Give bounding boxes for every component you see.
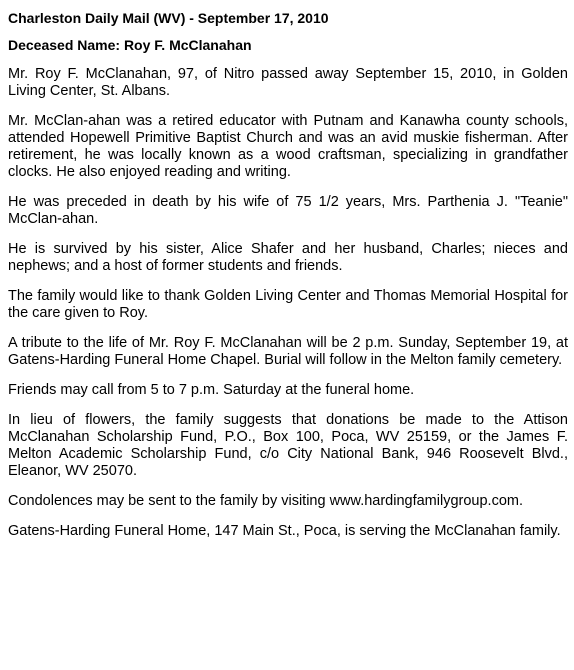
paragraph-tribute: A tribute to the life of Mr. Roy F. McClanahan will be 2 p.m. Sunday, September 19, at Gatens-Harding Funeral Home Chapel. Burial will follow in the Melton family cemetery. [8, 335, 568, 368]
paragraph-death-notice: Mr. Roy F. McClanahan, 97, of Nitro passed away September 15, 2010, in Golden Living Center, St. Albans. [8, 66, 568, 99]
paragraph-biography: Mr. McClan-ahan was a retired educator with Putnam and Kanawha county schools, attended Hopewell Primitive Baptist Church and was an avid muskie fisherman. After retirement, he was locally known as a wood craftsman, specializing in grandfather clocks. He also enjoyed reading and writing. [8, 113, 568, 180]
source-heading: Charleston Daily Mail (WV) - September 17, 2010 [8, 10, 329, 26]
paragraph-thanks: The family would like to thank Golden Living Center and Thomas Memorial Hospital for the care given to Roy. [8, 288, 568, 321]
paragraph-funeral-home: Gatens-Harding Funeral Home, 147 Main St., Poca, is serving the McClanahan family. [8, 523, 561, 539]
paragraph-preceded-in-death: He was preceded in death by his wife of 75 1/2 years, Mrs. Parthenia J. "Teanie" McClan-ahan. [8, 194, 568, 227]
paragraph-survived-by: He is survived by his sister, Alice Shafer and her husband, Charles; nieces and nephews; and a host of former students and friends. [8, 241, 568, 274]
paragraph-visitation: Friends may call from 5 to 7 p.m. Saturday at the funeral home. [8, 382, 415, 398]
paragraph-condolences: Condolences may be sent to the family by visiting www.hardingfamilygroup.com. [8, 493, 523, 509]
deceased-name-heading: Deceased Name: Roy F. McClanahan [8, 37, 252, 53]
paragraph-donations: In lieu of flowers, the family suggests that donations be made to the Attison McClanahan Scholarship Fund, P.O., Box 100, Poca, WV 25159, or the James F. Melton Academic Scholarship Fund, c/o City National Bank, 946 Roosevelt Blvd., Eleanor, WV 25070. [8, 412, 568, 479]
